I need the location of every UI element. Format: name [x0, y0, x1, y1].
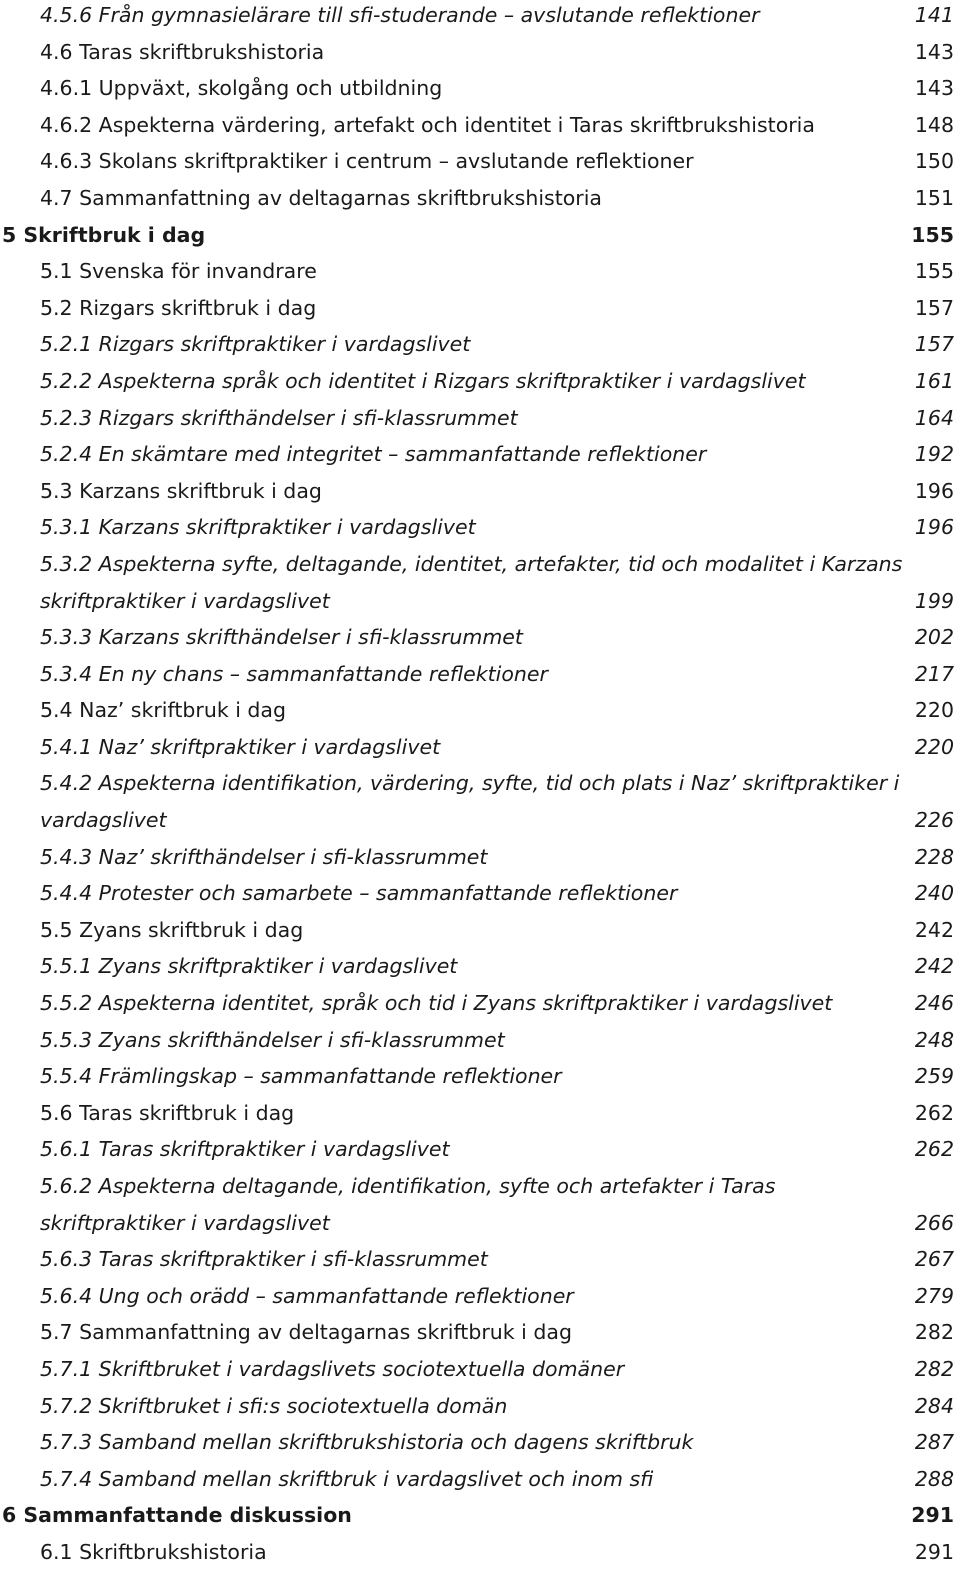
toc-entry-title: 5.6.1 Taras skriftpraktiker i vardagslivet — [40, 1137, 450, 1162]
toc-entry-page-number: 259 — [914, 1064, 954, 1089]
toc-entry-page-number: 217 — [914, 661, 954, 686]
toc-entry[interactable] — [0, 839, 960, 876]
toc-entry-page-number: 141 — [914, 3, 954, 27]
toc-entry-title: 5.7.4 Samband mellan skriftbruk i vardagslivet och inom sfi — [40, 1466, 654, 1491]
toc-entry-page-number: 266 — [914, 1210, 954, 1235]
toc-entry-page-number: 282 — [914, 1356, 954, 1381]
toc-entry-title: 5.3 Karzans skriftbruk i dag — [40, 478, 322, 503]
toc-entry[interactable] — [0, 912, 960, 949]
toc-entry[interactable] — [0, 546, 960, 619]
toc-entry-title: 5.4 Naz’ skriftbruk i dag — [40, 698, 286, 723]
toc-entry-page-number: 262 — [914, 1100, 954, 1125]
toc-entry[interactable] — [0, 436, 960, 473]
toc-entry[interactable] — [0, 1095, 960, 1132]
toc-entry-page-number: 155 — [914, 259, 954, 284]
toc-entry[interactable] — [0, 34, 960, 71]
toc-entry-page-number: 242 — [914, 954, 954, 979]
toc-entry[interactable] — [0, 1351, 960, 1388]
toc-entry[interactable] — [0, 180, 960, 217]
toc-entry-page-number: 150 — [914, 149, 954, 174]
toc-entry-title: 5.3.2 Aspekterna syfte, deltagande, identitet, artefakter, tid och modalitet i Karzans skriftpraktiker i vardagslivet — [40, 551, 903, 613]
toc-entry-title: 5.7 Sammanfattning av deltagarnas skriftbruk i dag — [40, 1320, 572, 1345]
toc-entry[interactable] — [0, 473, 960, 510]
toc-entry-page-number: 288 — [914, 1466, 954, 1491]
toc-entry-page-number: 287 — [914, 1430, 954, 1455]
toc-entry-title: 5.2.1 Rizgars skriftpraktiker i vardagslivet — [40, 332, 471, 357]
toc-entry-title: 4.6.1 Uppväxt, skolgång och utbildning — [40, 76, 443, 101]
toc-entry-title: 5.5.2 Aspekterna identitet, språk och tid i Zyans skriftpraktiker i vardagslivet — [40, 991, 833, 1016]
toc-entry-page-number: 240 — [914, 881, 954, 906]
toc-entry-title: 5.2.4 En skämtare med integritet – sammanfattande reflektioner — [40, 442, 707, 467]
toc-entry[interactable] — [0, 143, 960, 180]
toc-entry[interactable] — [0, 253, 960, 290]
toc-entry-title: 5.6.2 Aspekterna deltagande, identifikation, syfte och artefakter i Taras skriftpraktiker i vardagslivet — [40, 1174, 776, 1235]
toc-entry-page-number: 220 — [914, 734, 954, 759]
toc-entry-title: 5.7.3 Samband mellan skriftbrukshistoria och dagens skriftbruk — [40, 1430, 694, 1455]
toc-entry-title: 4.7 Sammanfattning av deltagarnas skriftbrukshistoria — [40, 185, 602, 210]
toc-entry-title: 4.6.3 Skolans skriftpraktiker i centrum – avslutande reflektioner — [40, 149, 694, 174]
toc-entry-title: 5.5.3 Zyans skrifthändelser i sfi-klassrummet — [40, 1027, 505, 1052]
toc-entry-page-number: 291 — [914, 1539, 954, 1564]
toc-entry-page-number: 267 — [914, 1247, 954, 1272]
toc-entry-title: 5.4.3 Naz’ skrifthändelser i sfi-klassrummet — [40, 844, 488, 869]
toc-entry-page-number: 228 — [914, 844, 954, 869]
toc-entry[interactable] — [0, 290, 960, 327]
toc-entry[interactable] — [0, 765, 960, 838]
toc-entry-title: 5.4.1 Naz’ skriftpraktiker i vardagslivet — [40, 734, 441, 759]
toc-entry-title: 5.2.3 Rizgars skrifthändelser i sfi-klassrummet — [40, 405, 518, 430]
toc-entry-title: 5.4.2 Aspekterna identifikation, värdering, syfte, tid och plats i Naz’ skriftpraktiker i vardagslivet — [40, 771, 900, 833]
toc-entry-page-number: 196 — [914, 478, 954, 503]
toc-entry-title: 5 Skriftbruk i dag — [2, 222, 206, 247]
toc-entry-page-number: 282 — [914, 1320, 954, 1345]
toc-entry-page-number: 148 — [914, 112, 954, 137]
toc-entry-page-number: 157 — [914, 295, 954, 320]
toc-entry-title: 5.2 Rizgars skriftbruk i dag — [40, 295, 317, 320]
toc-entry-page-number: 196 — [914, 515, 954, 540]
toc-entry[interactable] — [0, 692, 960, 729]
toc-entry[interactable] — [0, 1131, 960, 1168]
toc-entry[interactable] — [0, 363, 960, 400]
toc-entry-title: 5.7.2 Skriftbruket i sfi:s sociotextuella domän — [40, 1393, 508, 1418]
toc-entry-title: 5.5.4 Främlingskap – sammanfattande reflektioner — [40, 1064, 562, 1089]
toc-entry[interactable] — [0, 1058, 960, 1095]
toc-entry-page-number: 192 — [914, 442, 954, 467]
toc-entry-page-number: 246 — [914, 991, 954, 1016]
toc-entry[interactable] — [0, 1424, 960, 1461]
toc-entry[interactable] — [0, 729, 960, 766]
toc-entry-page-number: 284 — [914, 1393, 954, 1418]
toc-entry[interactable] — [0, 0, 960, 34]
toc-entry-title: 4.5.6 Från gymnasielärare till sfi-studerande – avslutande reflektioner — [40, 3, 760, 27]
toc-entry-title: 5.4.4 Protester och samarbete – sammanfattande reflektioner — [40, 881, 678, 906]
toc-entry-page-number: 291 — [911, 1503, 954, 1528]
toc-entry-page-number: 226 — [914, 808, 954, 833]
toc-entry-title: 5.3.1 Karzans skriftpraktiker i vardagslivet — [40, 515, 476, 540]
toc-entry-page-number: 279 — [914, 1283, 954, 1308]
toc-entry[interactable] — [0, 656, 960, 693]
toc-entry-page-number: 164 — [914, 405, 954, 430]
toc-entry-title: 5.7.1 Skriftbruket i vardagslivets sociotextuella domäner — [40, 1356, 625, 1381]
toc-entry-title: 5.6.4 Ung och orädd – sammanfattande reflektioner — [40, 1283, 574, 1308]
toc-entry-page-number: 242 — [914, 917, 954, 942]
toc-entry-title: 5.6.3 Taras skriftpraktiker i sfi-klassrummet — [40, 1247, 488, 1272]
toc-entry-page-number: 199 — [914, 588, 954, 613]
toc-entry[interactable] — [0, 1168, 960, 1241]
toc-entry-title: 6 Sammanfattande diskussion — [2, 1503, 352, 1528]
toc-entry[interactable] — [0, 400, 960, 437]
toc-entry-page-number: 220 — [914, 698, 954, 723]
toc-entry[interactable] — [0, 1534, 960, 1571]
toc-entry[interactable] — [0, 1461, 960, 1498]
toc-entry-title: 4.6.2 Aspekterna värdering, artefakt och identitet i Taras skriftbrukshistoria — [40, 112, 815, 137]
toc-entry-title: 5.5 Zyans skriftbruk i dag — [40, 917, 304, 942]
toc-entry-title: 6.1 Skriftbrukshistoria — [40, 1539, 267, 1564]
toc-entry-title: 5.3.3 Karzans skrifthändelser i sfi-klassrummet — [40, 625, 523, 650]
toc-entry-page-number: 262 — [914, 1137, 954, 1162]
toc-entry-title: 5.3.4 En ny chans – sammanfattande reflektioner — [40, 661, 548, 686]
toc-entry[interactable] — [0, 1388, 960, 1425]
toc-entry-page-number: 157 — [914, 332, 954, 357]
toc-entry[interactable] — [0, 1022, 960, 1059]
toc-entry[interactable] — [0, 1314, 960, 1351]
toc-entry[interactable] — [0, 326, 960, 363]
toc-entry[interactable] — [0, 619, 960, 656]
toc-entry-title: 5.6 Taras skriftbruk i dag — [40, 1100, 295, 1125]
toc-entry-page-number: 143 — [914, 39, 954, 64]
toc-entry-page-number: 161 — [914, 368, 954, 393]
toc-entry-page-number: 143 — [914, 76, 954, 101]
toc-entry[interactable] — [0, 1278, 960, 1315]
toc-chapter-entry[interactable] — [0, 1497, 960, 1534]
toc-entry-title: 5.5.1 Zyans skriftpraktiker i vardagslivet — [40, 954, 458, 979]
toc-entry[interactable] — [0, 948, 960, 985]
toc-entry-title: 4.6 Taras skriftbrukshistoria — [40, 39, 325, 64]
toc-entry-page-number: 151 — [914, 185, 954, 210]
toc-entry[interactable] — [0, 509, 960, 546]
toc-entry-page-number: 155 — [911, 222, 954, 247]
toc-entry-title: 5.1 Svenska för invandrare — [40, 259, 317, 284]
toc-entry[interactable] — [0, 1241, 960, 1278]
toc-entry-title: 5.2.2 Aspekterna språk och identitet i Rizgars skriftpraktiker i vardagslivet — [40, 368, 806, 393]
toc-chapter-entry[interactable] — [0, 217, 960, 254]
toc-entry[interactable] — [0, 875, 960, 912]
toc-entry-page-number: 202 — [914, 625, 954, 650]
toc-entry[interactable] — [0, 107, 960, 144]
toc-entry[interactable] — [0, 985, 960, 1022]
toc-entry[interactable] — [0, 70, 960, 107]
toc-entry-page-number: 248 — [914, 1027, 954, 1052]
